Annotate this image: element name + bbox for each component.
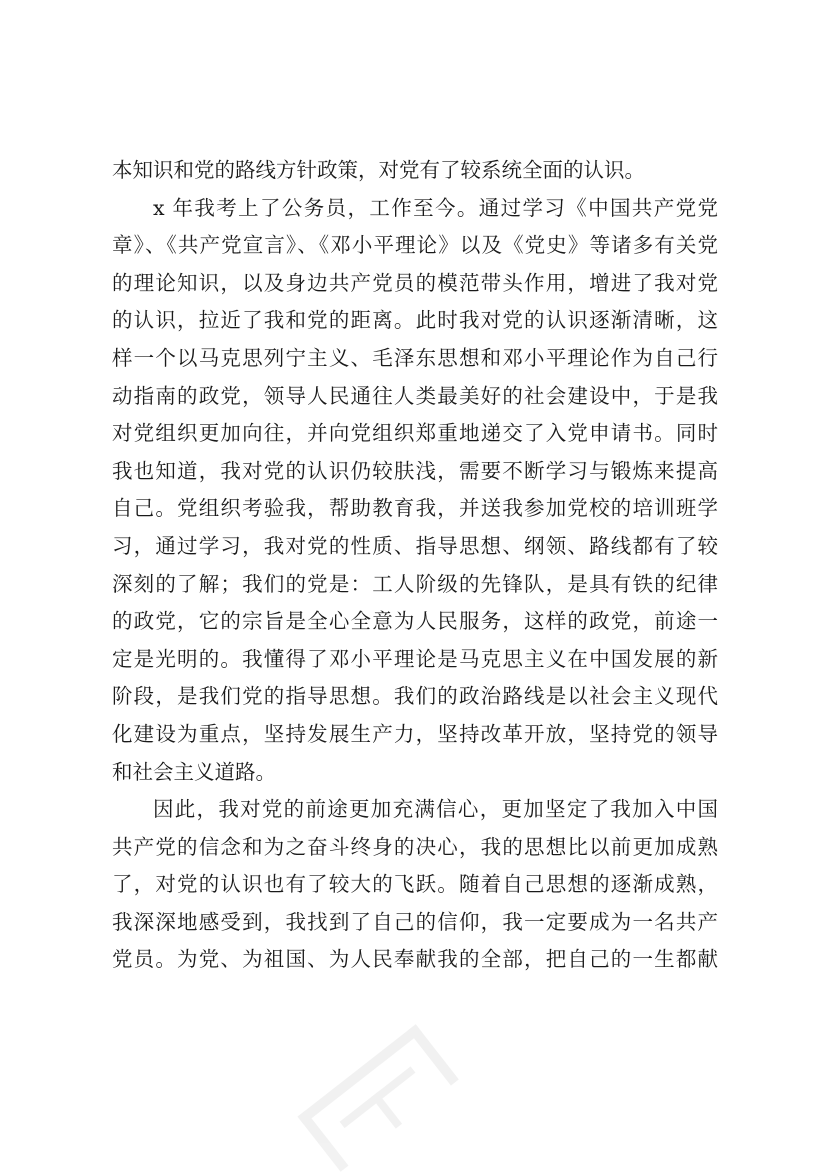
text-line: 习，通过学习，我对党的性质、指导思想、纲领、路线都有了较: [112, 533, 718, 558]
text-line: 的政党，它的宗旨是全心全意为人民服务，这样的政党，前途一: [112, 609, 718, 634]
text-line: 本知识和党的路线方针政策，对党有了较系统全面的认识。: [112, 158, 645, 182]
text-line: 因此，我对党的前途更加充满信心，更加坚定了我加入中国: [153, 797, 718, 822]
text-line: 化建设为重点，坚持发展生产力，坚持改革开放，坚持党的领导: [112, 721, 718, 746]
text-line: 深刻的了解；我们的党是：工人阶级的先锋队，是具有铁的纪律: [112, 571, 718, 596]
text-line: 共产党的信念和为之奋斗终身的决心，我的思想比以前更加成熟: [112, 834, 718, 859]
text-line: 和社会主义道路。: [112, 759, 276, 784]
text-line: 我也知道，我对党的认识仍较肤浅，需要不断学习与锻炼来提高: [112, 458, 718, 483]
text-line: 定是光明的。我懂得了邓小平理论是马克思主义在中国发展的新: [112, 646, 718, 671]
document-body: [112, 152, 718, 979]
text-line: 的认识，拉近了我和党的距离。此时我对党的认识逐渐清晰，这: [112, 308, 718, 333]
text-line: 样一个以马克思列宁主义、毛泽东思想和邓小平理论作为自己行: [112, 345, 718, 370]
text-line: 对党组织更加向往，并向党组织郑重地递交了入党申请书。同时: [112, 421, 718, 446]
text-line: 章》、《共产党宣言》、《邓小平理论》以及《党史》等诸多有关党: [112, 233, 718, 258]
text-line: 了，对党的认识也有了较大的飞跃。随着自己思想的逐渐成熟，: [112, 872, 718, 897]
text-line: 我深深地感受到，我找到了自己的信仰，我一定要成为一名共产: [112, 909, 718, 934]
text-line: 党员。为党、为祖国、为人民奉献我的全部，把自己的一生都献: [112, 947, 718, 972]
text-line: 自己。党组织考验我，帮助教育我，并送我参加党校的培训班学: [112, 496, 718, 521]
watermark-graphic: [248, 958, 613, 1174]
text-line: x 年我考上了公务员，工作至今。通过学习《中国共产党党: [153, 195, 718, 220]
text-line: 的理论知识，以及身边共产党员的模范带头作用，增进了我对党: [112, 270, 718, 295]
text-line: 阶段，是我们党的指导思想。我们的政治路线是以社会主义现代: [112, 684, 718, 709]
text-line: 动指南的政党，领导人民通往人类最美好的社会建设中，于是我: [112, 383, 718, 408]
